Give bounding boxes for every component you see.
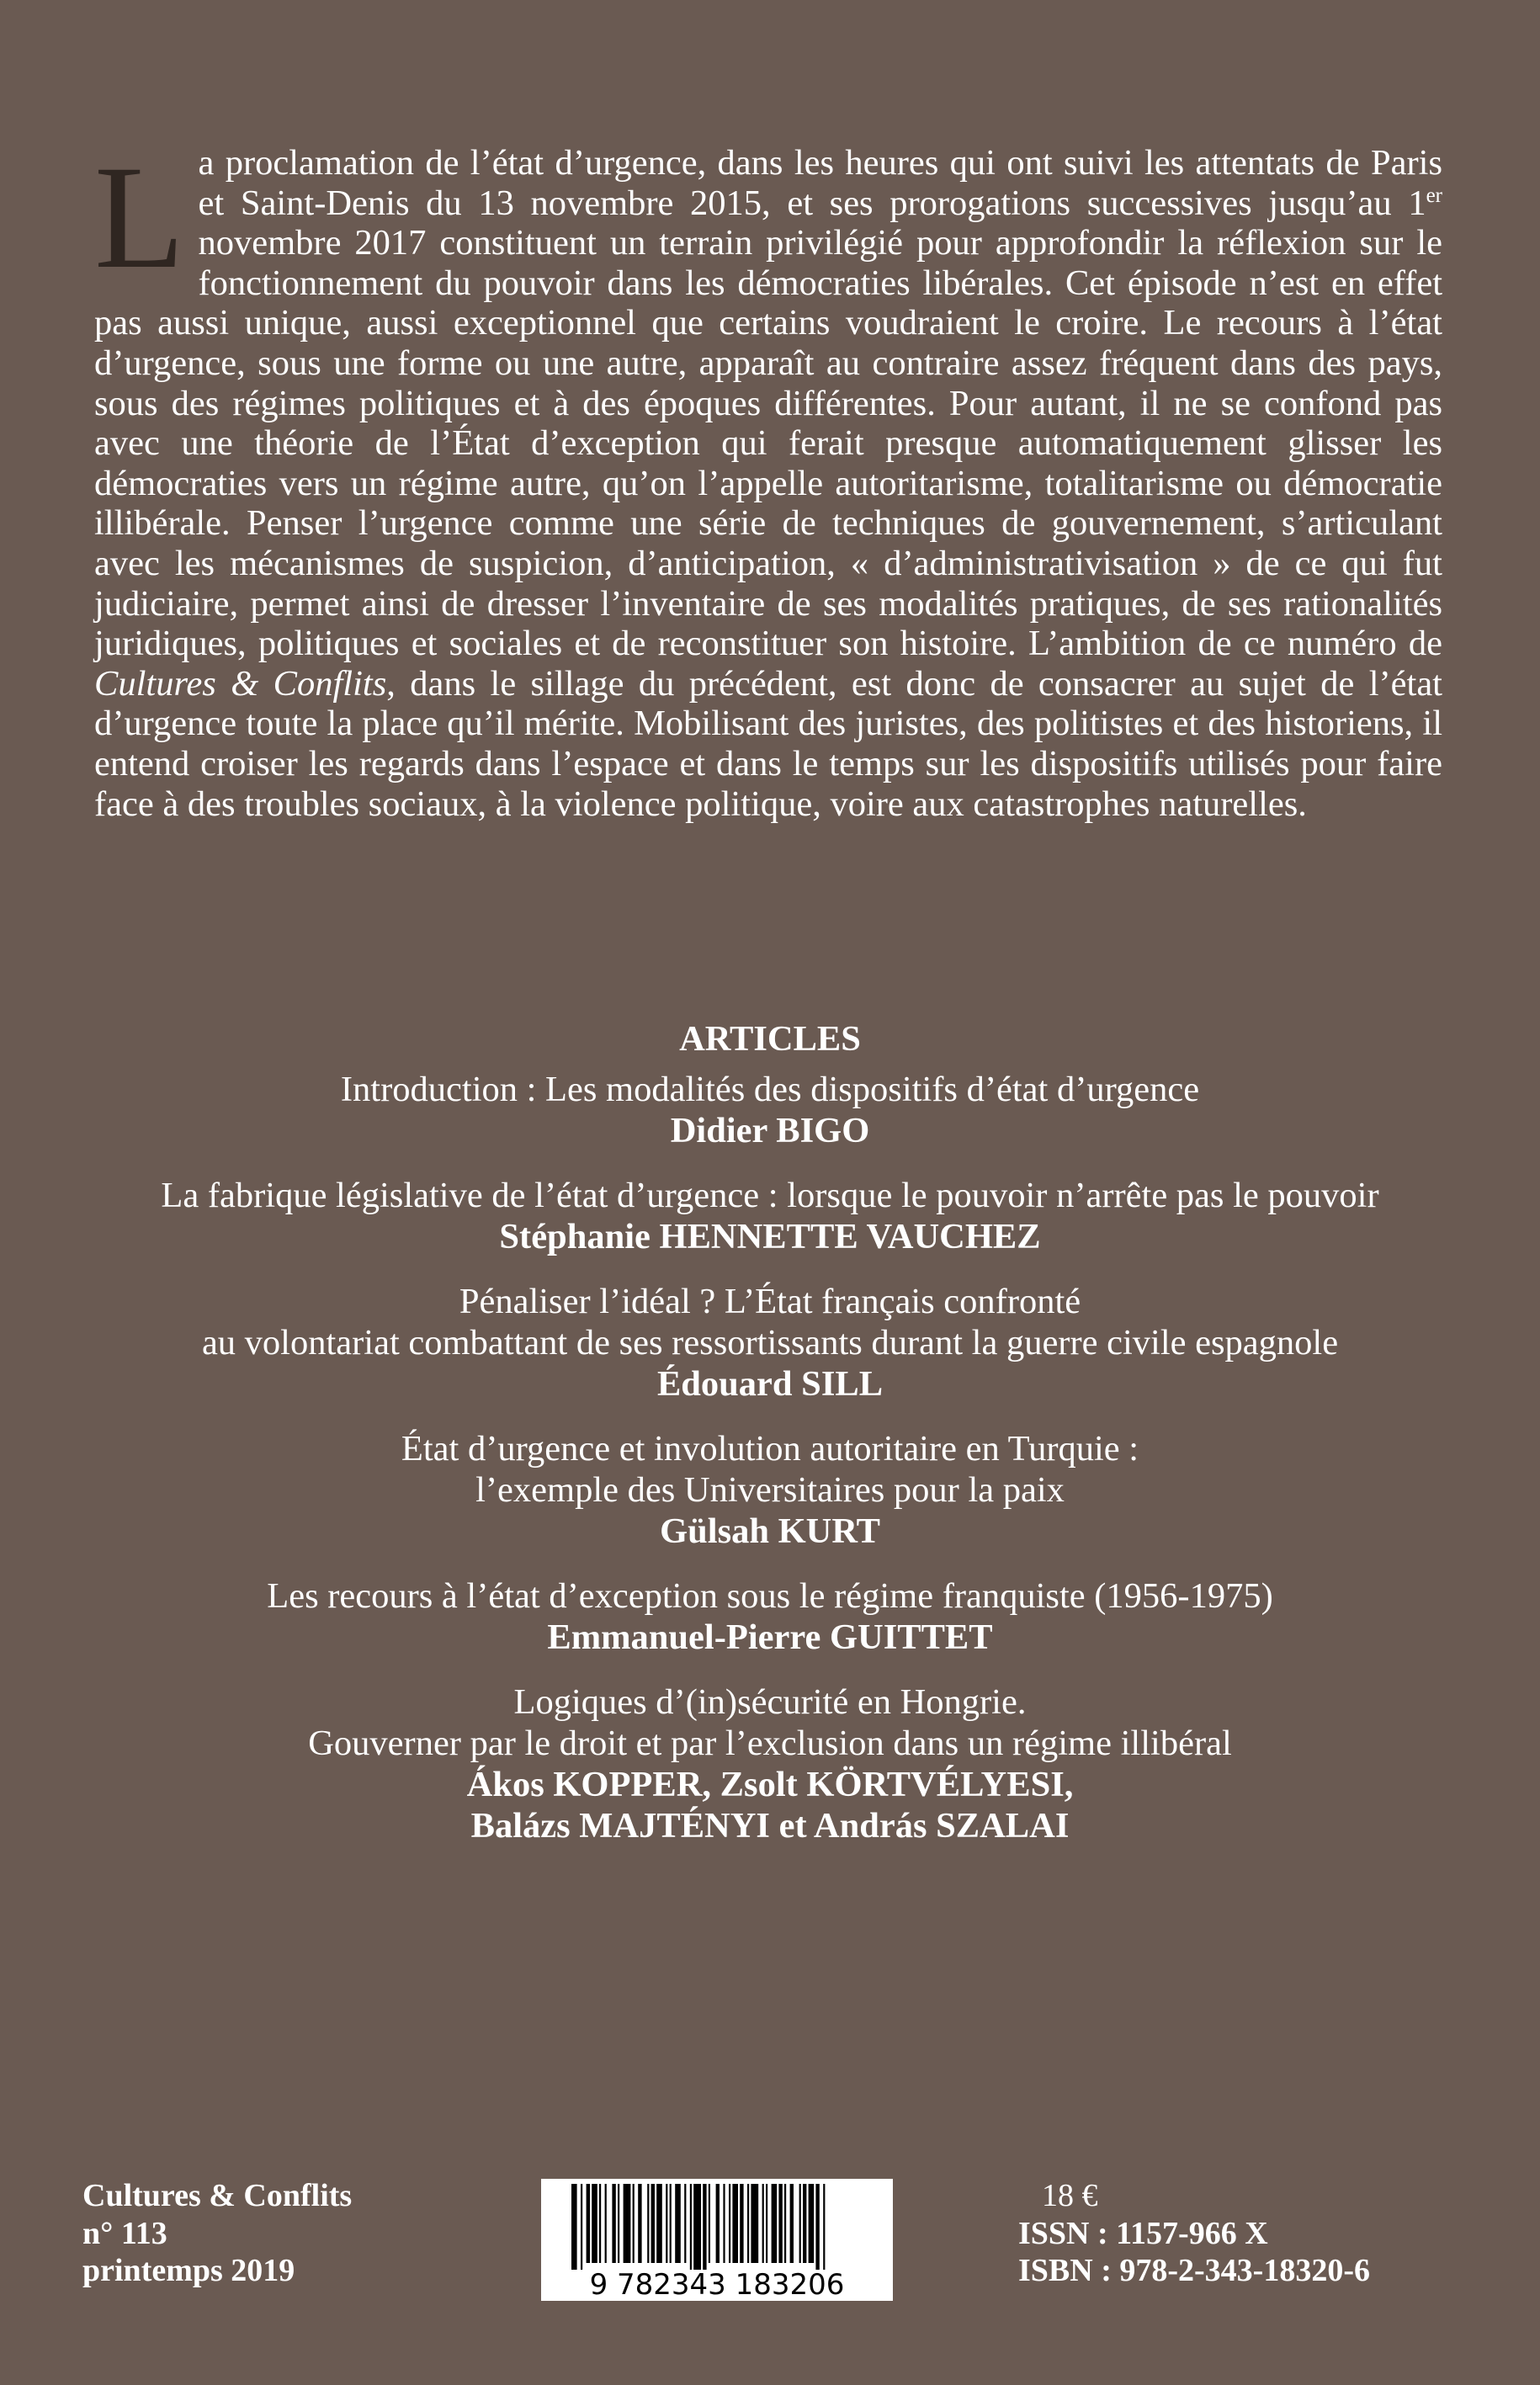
issn: ISSN : 1157-966 X [1018, 2215, 1268, 2251]
barcode-bar [778, 2184, 782, 2263]
article-title-line: État d’urgence et involution autoritaire en Turquie : [401, 1429, 1139, 1469]
isbn-barcode [541, 2179, 893, 2301]
barcode-graphic [541, 2179, 893, 2301]
article-author: Édouard SILL [656, 1364, 884, 1404]
barcode-bar [651, 2184, 655, 2263]
barcode-bar [815, 2184, 819, 2270]
barcode-bar [633, 2184, 635, 2263]
barcode-bar [599, 2184, 601, 2263]
articles-heading: ARTICLES [679, 1019, 861, 1059]
issue-number: n° 113 [82, 2215, 167, 2251]
article-title-line: Logiques d’(in)sécurité en Hongrie. [513, 1682, 1027, 1722]
article-entry [50, 1575, 1490, 1658]
journal-name: Cultures & Conflits [82, 2178, 353, 2213]
article-title-line: l’exemple des Universitaires pour la paix [475, 1470, 1065, 1510]
barcode-bar [666, 2184, 667, 2263]
barcode-bar [670, 2184, 672, 2263]
barcode-bar [729, 2184, 730, 2263]
article-title-line: Les recours à l’état d’exception sous le régime franquiste (1956-1975) [267, 1576, 1273, 1616]
article-author: Didier BIGO [670, 1111, 870, 1150]
barcode-bar [732, 2184, 738, 2263]
article-title-line: au volontariat combattant de ses ressortissants durant la guerre civile espagnole [201, 1323, 1339, 1362]
barcode-bar [790, 2184, 794, 2263]
article-title-line: Pénaliser l’idéal ? L’État français confronté [459, 1282, 1081, 1321]
article-entry [50, 1175, 1490, 1257]
barcode-bar [766, 2184, 767, 2263]
barcode-bar [581, 2184, 582, 2270]
barcode-bar [618, 2184, 619, 2263]
barcode-bar [624, 2184, 631, 2263]
summary-text-part-2: novembre 2017 constituent un terrain privilégié pour approfondir la réflexion sur le fonctionnement du pouvoir dans les démocraties libérales. Cet épisode n’est en effet pas aussi unique, aussi exceptionnel que certains voudraient le croire. Le recours à l’état d’urgence, sous une forme ou une autre, apparaît au contraire assez fréquent dans des pays, sous des régimes politiques et à des époques différentes. Pour autant, il ne se confond pas avec une théorie de l’État d’exception qui ferait presque automatiquement glisser les démocraties vers un régime autre, qu’on l’appelle autoritarisme, totalitarisme ou démocratie illibérale. Penser l’urgence comme une série de techniques de gouvernement, s’articulant avec les mécanismes de suspicion, d’anticipation, « d’administrativisation » de ce qui fut judiciaire, permet ainsi de dresser l’inventaire de ses modalités pratiques, de ses rationalités juridiques, politiques et sociales et de reconstituer son histoire. L’ambition de ce numéro de [94, 223, 1442, 664]
article-author: Ákos KOPPER, Zsolt KÖRTVÉLYESI, [466, 1765, 1074, 1804]
barcode-bar [690, 2184, 692, 2270]
article-title-line: Introduction : Les modalités des dispositifs d’état d’urgence [340, 1070, 1200, 1109]
article-author: Balázs MAJTÉNYI et András SZALAI [470, 1806, 1070, 1846]
article-entry [50, 1428, 1490, 1552]
article-title-line: La fabrique législative de l’état d’urgence : lorsque le pouvoir n’arrête pas le pouvoir [161, 1176, 1379, 1215]
barcode-bar [675, 2184, 681, 2263]
barcode-bar [809, 2184, 815, 2263]
article-author: Stéphanie HENNETTE VAUCHEZ [499, 1217, 1041, 1256]
barcode-bar [703, 2184, 706, 2270]
article-author: Emmanuel-Pierre GUITTET [547, 1617, 993, 1657]
articles-section [50, 1018, 1490, 1846]
barcode-number: 9 782343 183206 [589, 2268, 845, 2301]
summary-text-part-1: a proclamation de l’état d’urgence, dans les heures qui ont suivi les attentats de Paris et Saint-Denis du 13 novembre 2015, et ses prorogations successives jusqu’au 1 [198, 143, 1442, 223]
barcode-bar [571, 2184, 577, 2270]
barcode-bar [592, 2184, 597, 2263]
barcode-bar [612, 2184, 615, 2263]
barcode-bar [587, 2184, 590, 2263]
barcode-bar [762, 2184, 764, 2263]
article-entry [50, 1281, 1490, 1405]
barcode-bar [799, 2184, 801, 2263]
barcode-bar [772, 2184, 778, 2263]
barcode-bar [803, 2184, 806, 2263]
drop-cap: L [94, 135, 185, 300]
article-title-line: Gouverner par le droit et par l’exclusion dans un régime illibéral [308, 1724, 1232, 1763]
barcode-bar [747, 2184, 749, 2263]
barcode-bar [823, 2184, 825, 2270]
article-list [50, 1069, 1490, 1846]
barcode-bar [605, 2184, 607, 2263]
barcode-bar [751, 2184, 758, 2263]
price: 18 € [1042, 2178, 1098, 2213]
barcode-bar [693, 2184, 701, 2270]
article-author: Gülsah KURT [660, 1511, 880, 1551]
barcode-bar [784, 2184, 786, 2263]
barcode-bar [716, 2184, 720, 2263]
price-and-codes [1018, 2177, 1370, 2290]
barcode-bar [656, 2184, 662, 2263]
summary-text-part-3: , dans le sillage du précédent, est donc de consacrer au sujet de l’état d’urgence toute la place qu’il mérite. Mobilisant des juristes, des politistes et des historiens, il entend croiser les regards dans l’espace et dans le temps sur les dispositifs utilisés pour faire face à des troubles sociaux, à la violence politique, voire aux catastrophes naturelles. [94, 663, 1442, 824]
back-cover-summary [94, 135, 1442, 824]
barcode-bar [647, 2184, 649, 2263]
barcode-bar [709, 2184, 710, 2263]
ordinal-superscript: er [1426, 183, 1442, 207]
barcode-bar [638, 2184, 641, 2263]
barcode-bar [684, 2184, 686, 2263]
journal-title-italic: Cultures & Conflits [94, 663, 387, 704]
issue-season: printemps 2019 [82, 2253, 295, 2288]
article-entry [50, 1069, 1490, 1151]
barcode-bar [740, 2184, 743, 2263]
isbn: ISBN : 978-2-343-18320-6 [1018, 2253, 1370, 2288]
barcode-bar [723, 2184, 725, 2263]
journal-info [82, 2177, 352, 2290]
article-entry [50, 1681, 1490, 1846]
